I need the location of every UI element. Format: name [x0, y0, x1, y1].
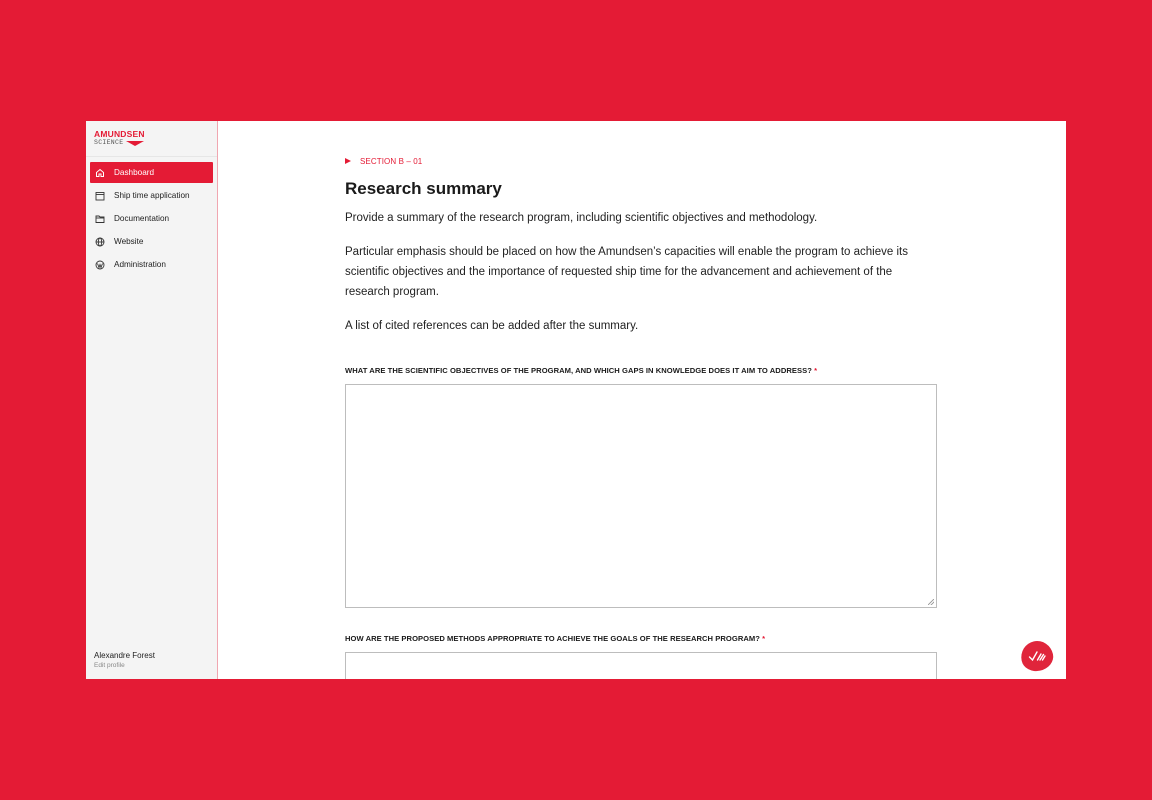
form-content	[345, 155, 937, 679]
question-label-methods	[345, 634, 937, 644]
methods-textarea[interactable]	[345, 652, 937, 679]
sidebar-nav	[86, 157, 217, 275]
intro-paragraph: Provide a summary of the research program, including scientific objectives and methodology.	[345, 212, 818, 224]
emphasis-paragraph: Particular emphasis should be placed on how the Amundsen’s capacities will enable the program to achieve its scientific objectives and the importance of requested ship time for the advancement and achievement of the research program.	[345, 246, 908, 298]
sidebar-item-dashboard[interactable]	[90, 162, 213, 183]
home-icon	[95, 168, 105, 178]
logo-bottom-text: SCIENCE	[94, 139, 124, 146]
resize-handle-icon[interactable]	[928, 599, 934, 605]
caret-right-icon	[345, 158, 351, 164]
sidebar-item-label: Documentation	[114, 214, 170, 223]
references-paragraph: A list of cited references can be added after the summary.	[345, 320, 639, 332]
section-label[interactable]	[345, 155, 937, 167]
required-marker: *	[814, 366, 818, 375]
sidebar	[86, 121, 218, 679]
globe-icon	[95, 237, 105, 247]
app-window	[86, 121, 1066, 679]
checklist-fab-button[interactable]	[1018, 638, 1056, 674]
logo-bottom	[94, 139, 217, 147]
page-title: Research summary	[345, 179, 502, 198]
required-marker: *	[762, 634, 766, 643]
sidebar-item-ship-time-application[interactable]	[90, 185, 213, 206]
sidebar-item-website[interactable]	[90, 231, 213, 252]
sidebar-item-administration[interactable]	[90, 254, 213, 275]
user-name: Alexandre Forest	[94, 651, 155, 660]
logo-mark-icon	[126, 141, 144, 146]
logo-top-text: AMUNDSEN	[94, 129, 145, 139]
brand-logo[interactable]	[86, 121, 217, 157]
sidebar-item-label: Administration	[114, 260, 166, 269]
sidebar-item-label: Dashboard	[114, 168, 155, 177]
question-text: HOW ARE THE PROPOSED METHODS APPROPRIATE TO ACHIEVE THE GOALS OF THE RESEARCH PROGRAM?	[345, 634, 760, 643]
sidebar-item-label: Ship time application	[114, 191, 190, 200]
edit-profile-link[interactable]: Edit profile	[94, 662, 125, 669]
folder-icon	[95, 214, 105, 224]
checklist-icon	[1028, 649, 1046, 663]
wordpress-icon	[95, 260, 105, 270]
question-label-objectives	[345, 366, 937, 376]
question-text: WHAT ARE THE SCIENTIFIC OBJECTIVES OF THE PROGRAM, AND WHICH GAPS IN KNOWLEDGE DOES IT AIM TO ADDRESS?	[345, 366, 812, 375]
main-content	[218, 121, 1066, 679]
user-profile	[94, 650, 155, 671]
objectives-textarea[interactable]	[345, 384, 937, 608]
sidebar-item-documentation[interactable]	[90, 208, 213, 229]
sidebar-item-label: Website	[114, 237, 144, 246]
calendar-icon	[95, 191, 105, 201]
section-label-text: SECTION B – 01	[360, 156, 423, 166]
